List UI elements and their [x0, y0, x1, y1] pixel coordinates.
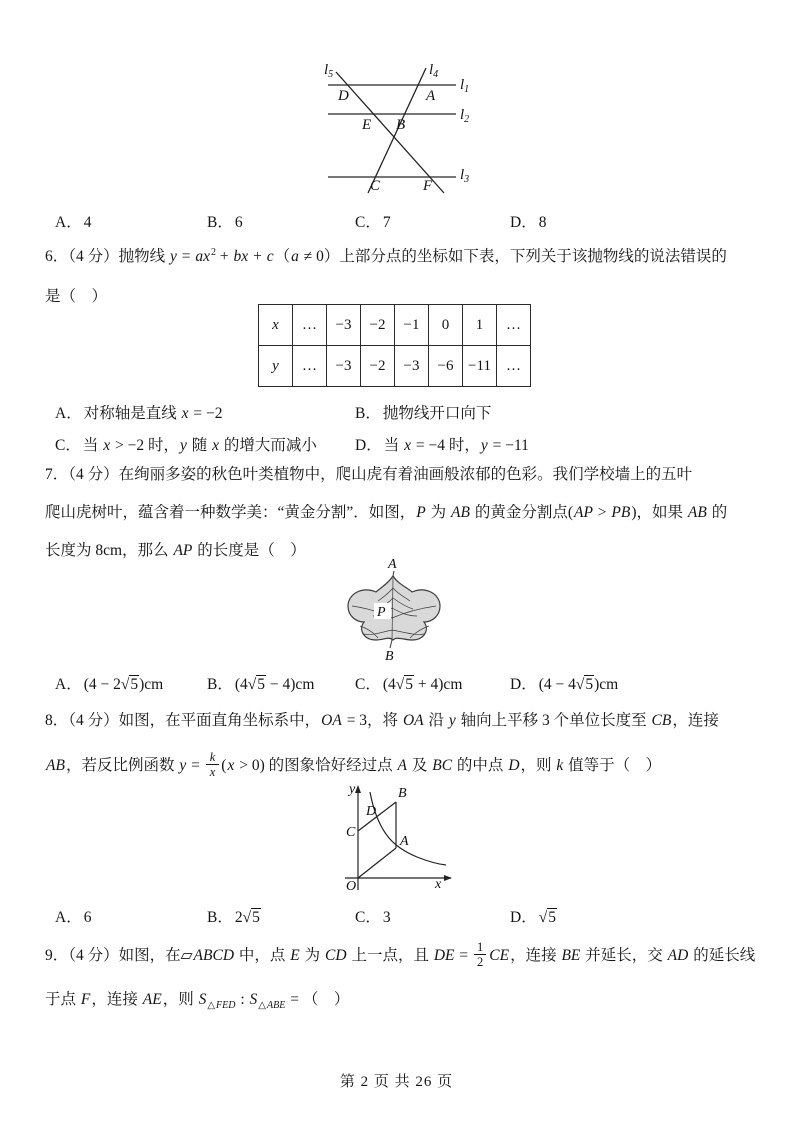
fig3-b-label: B — [398, 786, 407, 801]
axis-y-label: y — [349, 782, 356, 797]
q5-options-row — [0, 210, 793, 240]
point-c-label: C — [370, 178, 381, 194]
q5-option-a: A． 4 — [55, 214, 92, 231]
q7-options-row — [0, 672, 793, 702]
q8-option-d: D． √5 — [510, 909, 556, 926]
parallel-lines-figure — [280, 55, 520, 205]
line-l1-label: $l_1$ — [460, 77, 470, 95]
axis-x-label: x — [435, 877, 442, 892]
q8-line-1: 8．（4 分）如图，在平面直角坐标系中，OA = 3，将 OA 沿 y 轴向上平移 3 个单位长度至 CB，连接 — [45, 712, 719, 729]
q5-option-b: B． 6 — [207, 214, 243, 231]
q6-line-1: 6．（4 分）抛物线 $y = ax^2$ + bx + c（a ≠ 0）上部分点的坐标如下表，下列关于该抛物线的说法错误的 — [45, 246, 727, 265]
x-axis-arrow — [444, 875, 452, 881]
q6-option-d: D． 当 x = −4 时，y = −11 — [355, 437, 529, 454]
q9-line-2: 于点 F，连接 AE，则 $S_{\triangle FED}$ : $S_{\triangle ABE}$ = （ ） — [45, 991, 350, 1012]
q5-option-c: C． 7 — [355, 214, 391, 231]
fig3-d-label: D — [366, 804, 377, 819]
fig3-a-label: A — [400, 834, 409, 849]
hyperbola-figure — [325, 782, 475, 897]
q6-options-row-2 — [0, 433, 793, 463]
point-b-label: B — [396, 117, 406, 133]
q8-line-2: AB，若反比例函数 y = $\frac{k}{x}$ (x > 0) 的图象恰好经过点 A 及 BC 的中点 D，则 k 值等于（ ） — [46, 750, 662, 779]
point-e-label: E — [362, 117, 372, 133]
leaf-b-label: B — [385, 649, 394, 664]
point-f-label: F — [423, 178, 433, 194]
q8-option-b: B． 2√5 — [207, 909, 260, 926]
line-l4-label: $l_4$ — [429, 62, 439, 80]
point-a-label: A — [426, 88, 436, 104]
point-d-label: D — [338, 88, 349, 104]
q7-option-c: C． (4√5 + 4)cm — [355, 676, 463, 693]
leaf-p-label: P — [377, 605, 386, 620]
q6-option-c: C． 当 x > −2 时，y 随 x 的增大而减小 — [55, 437, 317, 454]
hyperbola-curve — [370, 792, 446, 865]
page-footer: 第 2 页 共 26 页 — [339, 1074, 454, 1090]
q7-line-2: 爬山虎树叶，蕴含着一种数学美：“黄金分割”．如图，P 为 AB 的黄金分割点(AP > PB)，如果 AB 的 — [45, 504, 728, 521]
q6-option-b: B． 抛物线开口向下 — [355, 405, 492, 422]
origin-label: O — [346, 879, 357, 894]
q8-options-row — [0, 905, 793, 935]
q7-line-1: 7．（4 分）在绚丽多姿的秋色叶类植物中，爬山虎有着油画般浓郁的色彩。我们学校墙上的五叶 — [45, 466, 693, 483]
q9-line-1: 9．（4 分）如图，在▱ABCD 中，点 E 为 CD 上一点，且 DE = $\frac{1}{2}$ CE，连接 BE 并延长，交 AD 的延长线 — [45, 940, 756, 969]
leaf-stem-bottom — [390, 640, 392, 648]
table-row-y: y … −3 −2 −3 −6 −11 … — [259, 346, 531, 387]
q6-option-a: A． 对称轴是直线 x = −2 — [55, 405, 223, 422]
transversal-lines — [336, 68, 444, 193]
q5-option-d: D． 8 — [510, 214, 547, 231]
leaf-figure — [336, 556, 468, 666]
leaf-a-label: A — [388, 557, 397, 572]
fig3-c-label: C — [346, 825, 356, 840]
q6-value-table — [258, 304, 531, 387]
q7-option-d: D． (4 − 4√5)cm — [510, 676, 619, 693]
q8-option-c: C． 3 — [355, 909, 391, 926]
y-axis-arrow — [355, 785, 361, 793]
q6-options-row-1 — [0, 401, 793, 431]
q7-option-b: B． (4√5 − 4)cm — [207, 676, 315, 693]
table-row-x: x … −3 −2 −1 0 1 … — [259, 305, 531, 346]
q7-option-a: A． (4 − 2√5)cm — [55, 676, 164, 693]
line-l5-label: $l_5$ — [324, 62, 334, 80]
line-l3-label: $l_3$ — [460, 167, 470, 185]
q7-line-3: 长度为 8cm，那么 AP 的长度是（ ） — [45, 542, 306, 559]
line-l2-label: $l_2$ — [460, 107, 470, 125]
q6-line-2: 是（ ） — [45, 288, 108, 305]
axes — [345, 788, 451, 890]
q8-option-a: A． 6 — [55, 909, 92, 926]
